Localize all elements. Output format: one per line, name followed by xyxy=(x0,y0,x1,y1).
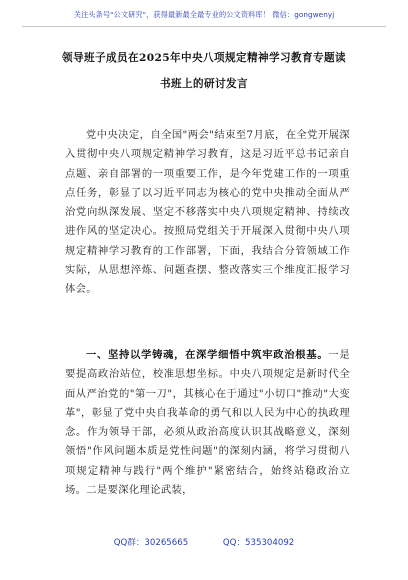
body-paragraph-section1 xyxy=(65,346,350,500)
document-title-line2: 书班上的研讨发言 xyxy=(160,78,248,90)
qq-number: QQ：535304092 xyxy=(222,538,295,548)
section-body-text: 一是要提高政治站位，校准思想坐标。中央八项规定是新时代全面从严治党的"第一刀"，其核心在于通过"小切口"推动"大变革"，彰显了党中央自我革命的勇气和以人民为中心的执政理念。作为领导干部，必须从政治高度认识其战略意义，深刻领悟"作风问题本质是党性问题"的深刻内涵，将学习贯彻八项规定精神与践行"两个维护"紧密结合，始终站稳政治立场。二是要深化理论武装， xyxy=(65,349,351,497)
body-paragraph-intro: 党中央决定，自全国"两会"结束至7月底，在全党开展深入贯彻中央八项规定精神学习教育，这是习近平总书记亲自点题、亲自部署的一项重要工作，是今年党建工作的一项重点任务，彰显了以习近平同志为核心的党中央推动全面从严治党向纵深发展、坚定不移落实中央八项规定精神、持续改进作风的坚定决心。按照局党组关于开展深入贯彻中央八项规定精神学习教育的工作部署，下面，我结合分管领域工作实际，从思想淬炼、问题查摆、整改落实三个维度汇报学习体会。 xyxy=(65,129,350,296)
document-title-line1: 领导班子成员在2025年中央八项规定精神学习教育专题读 xyxy=(62,52,346,64)
header-divider xyxy=(22,26,386,27)
promo-header: 关注头条号"公文研究"，获得最新最全最专业的公文资料库！ 微信：gongwenyj xyxy=(73,10,335,19)
contact-footer xyxy=(0,536,408,548)
qq-group-number: QQ群：30265665 xyxy=(113,538,189,548)
section-heading: 一、坚持以学铸魂，在深学细悟中筑牢政治根基。 xyxy=(86,349,329,361)
